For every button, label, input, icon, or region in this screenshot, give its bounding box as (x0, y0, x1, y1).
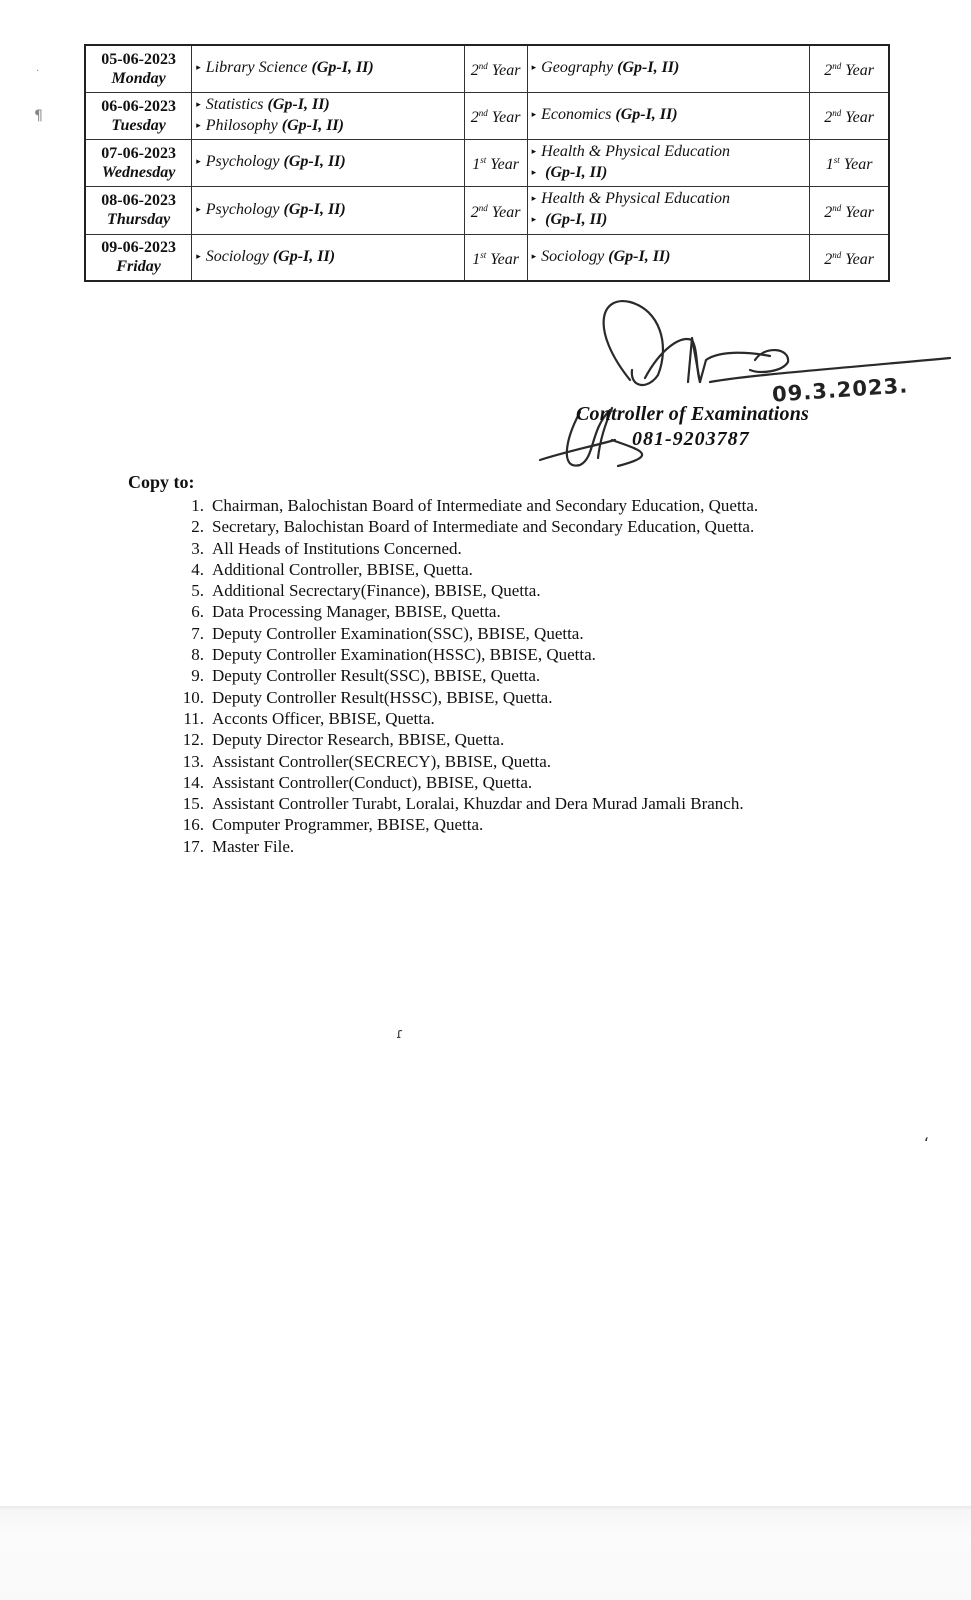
item-text: Computer Programmer, BBISE, Quetta. (212, 815, 484, 835)
year-word: Year (845, 250, 874, 268)
year-suffix: st (480, 155, 487, 165)
copy-to-item (168, 644, 948, 665)
second-sitting-year-cell (810, 92, 889, 139)
item-number: 4. (191, 559, 204, 579)
copy-to-item (168, 538, 948, 559)
item-number: 1. (191, 496, 204, 515)
item-text: Deputy Controller Result(HSSC), BBISE, Quetta. (212, 687, 553, 707)
item-text: Secretary, Balochistan Board of Intermediate and Secondary Education, Quetta. (212, 517, 755, 537)
scan-speck: · (36, 66, 40, 77)
year-number: 1 (472, 156, 481, 173)
copy-to-list (168, 495, 948, 857)
first-sitting-year-cell (464, 186, 527, 234)
year-suffix: nd (478, 202, 488, 213)
copy-to-item (168, 793, 948, 814)
exam-day: Thursday (107, 211, 171, 228)
copy-to-item (168, 516, 948, 537)
second-sitting-paper-cell (527, 92, 810, 139)
year-word: Year (491, 62, 521, 80)
item-text: Chairman, Balochistan Board of Intermediate and Secondary Education, Quetta. (212, 496, 759, 515)
first-sitting-paper-cell (192, 186, 464, 234)
first-sitting-year-cell (464, 139, 527, 186)
item-number: 13. (182, 751, 204, 771)
subject-name: Library Science (205, 59, 308, 77)
year-number: 1 (825, 156, 834, 173)
subject-group: (Gp-I, II) (608, 247, 671, 265)
schedule-row (85, 139, 889, 186)
copy-to-item (168, 559, 948, 580)
subject-group: (Gp-I, II) (281, 116, 344, 134)
schedule-row (85, 186, 889, 234)
first-sitting-paper-cell (192, 139, 464, 186)
subject-name: Geography (541, 59, 614, 77)
subject-name: Economics (541, 106, 612, 123)
item-number: 10. (182, 687, 204, 707)
subject-entry (196, 116, 459, 137)
year-word: Year (845, 203, 874, 221)
subject-entry (532, 247, 806, 268)
item-number: 16. (182, 815, 204, 835)
item-text: Deputy Controller Examination(HSSC), BBISE, Quetta. (212, 645, 596, 665)
copy-to-item (168, 751, 948, 772)
second-sitting-year-cell (810, 234, 889, 281)
exam-schedule-table (84, 44, 890, 282)
subject-group: (Gp-I, II) (615, 106, 678, 123)
subject-name: Psychology (205, 200, 280, 218)
signatory-phone: 081-9203787 (632, 428, 750, 450)
exam-date-cell (85, 92, 192, 139)
exam-date-cell (85, 139, 192, 186)
year-number: 2 (470, 62, 479, 80)
item-text: Deputy Controller Examination(SSC), BBISE, Quetta. (212, 623, 584, 643)
year-suffix: nd (832, 61, 842, 72)
first-sitting-paper-cell (192, 45, 464, 92)
subject-entry (532, 105, 806, 126)
subject-group: (Gp-I, II) (545, 211, 608, 228)
copy-to-item (168, 601, 948, 622)
exam-day: Friday (116, 258, 161, 276)
copy-to-item (168, 729, 948, 750)
subject-group: (Gp-I, II) (617, 59, 680, 77)
item-number: 9. (191, 666, 204, 686)
scan-speck: ʻ (924, 1134, 930, 1153)
copy-to-item (168, 623, 948, 644)
copy-to-item (168, 708, 948, 729)
item-text: All Heads of Institutions Concerned. (212, 538, 462, 558)
item-text: Deputy Controller Result(SSC), BBISE, Quetta. (212, 666, 541, 686)
first-sitting-paper-cell (192, 234, 464, 281)
year-suffix: nd (478, 108, 488, 118)
item-text: Assistant Controller Turabt, Loralai, Khuzdar and Dera Murad Jamali Branch. (212, 794, 744, 814)
year-number: 2 (824, 109, 833, 126)
exam-day: Wednesday (101, 163, 176, 181)
second-sitting-paper-cell (527, 186, 810, 234)
schedule-row (85, 45, 889, 92)
scan-speck: ɾ (396, 1026, 404, 1042)
year-word: Year (490, 250, 519, 268)
item-number: 5. (191, 581, 204, 601)
second-sitting-year-cell (810, 186, 889, 234)
item-number: 12. (182, 730, 204, 750)
copy-to-item (168, 836, 948, 857)
subject-entry (196, 247, 459, 268)
exam-date: 09-06-2023 (101, 239, 176, 257)
item-text: Data Processing Manager, BBISE, Quetta. (212, 602, 501, 622)
subject-entry (532, 210, 806, 231)
subject-name: Philosophy (205, 116, 278, 134)
year-number: 2 (824, 250, 833, 268)
second-sitting-paper-cell (527, 234, 810, 281)
first-sitting-paper-cell (192, 92, 464, 139)
subject-group: (Gp-I, II) (267, 95, 330, 113)
subject-entry (532, 189, 806, 210)
exam-date: 08-06-2023 (101, 192, 176, 209)
schedule-row (85, 234, 889, 281)
item-text: Master File. (212, 836, 295, 856)
subject-group: (Gp-I, II) (311, 59, 374, 77)
subject-name: Statistics (205, 95, 264, 113)
item-number: 14. (182, 772, 204, 792)
copy-to-item (168, 665, 948, 686)
year-number: 2 (824, 62, 833, 80)
exam-date: 07-06-2023 (101, 144, 176, 162)
scan-speck: ¶ (34, 108, 43, 124)
copy-to-item (168, 814, 948, 835)
copy-to-item (168, 772, 948, 793)
first-sitting-year-cell (464, 45, 527, 92)
exam-date-cell (85, 186, 192, 234)
subject-entry (196, 58, 459, 79)
year-word: Year (845, 62, 874, 80)
item-text: Additional Secrectary(Finance), BBISE, Quetta. (212, 581, 541, 601)
year-number: 2 (824, 203, 833, 221)
year-suffix: st (480, 249, 487, 260)
exam-date: 06-06-2023 (101, 97, 176, 115)
item-text: Assistant Controller(Conduct), BBISE, Quetta. (212, 772, 533, 792)
first-sitting-year-cell (464, 234, 527, 281)
subject-group: (Gp-I, II) (272, 247, 336, 265)
subject-entry (532, 163, 806, 184)
subject-name: Sociology (541, 247, 605, 265)
year-suffix: nd (832, 108, 842, 118)
subject-name: Psychology (205, 153, 280, 170)
item-number: 3. (191, 538, 204, 558)
copy-to-item (168, 495, 948, 516)
item-number: 6. (191, 602, 204, 622)
first-sitting-year-cell (464, 92, 527, 139)
second-sitting-paper-cell (527, 45, 810, 92)
year-suffix: st (833, 155, 840, 165)
year-word: Year (491, 203, 521, 221)
item-text: Acconts Officer, BBISE, Quetta. (212, 708, 435, 728)
exam-date-cell (85, 45, 192, 92)
exam-date: 05-06-2023 (101, 50, 176, 68)
exam-date-cell (85, 234, 192, 281)
subject-group: (Gp-I, II) (283, 200, 346, 218)
second-sitting-paper-cell (527, 139, 810, 186)
subject-entry (196, 200, 459, 221)
subject-entry (196, 95, 459, 116)
year-word: Year (845, 109, 874, 126)
subject-name: Health & Physical Education (541, 142, 731, 160)
subject-entry (532, 58, 806, 79)
subject-group: (Gp-I, II) (283, 153, 346, 170)
second-sitting-year-cell (810, 139, 889, 186)
item-number: 2. (191, 517, 204, 537)
year-suffix: nd (832, 202, 842, 213)
signatory-title: Controller of Examinations (576, 403, 810, 425)
year-number: 1 (472, 250, 481, 268)
second-sitting-year-cell (810, 45, 889, 92)
year-number: 2 (470, 203, 479, 221)
subject-name: Sociology (205, 247, 269, 265)
exam-day: Monday (111, 69, 166, 87)
subject-entry (196, 152, 459, 173)
copy-to-item (168, 687, 948, 708)
copy-to-item (168, 580, 948, 601)
item-number: 11. (183, 708, 204, 728)
year-word: Year (490, 156, 519, 173)
subject-group: (Gp-I, II) (545, 163, 608, 181)
subject-name: Health & Physical Education (541, 190, 731, 207)
year-suffix: nd (832, 249, 842, 260)
year-word: Year (491, 109, 521, 126)
handwritten-date: 09.3.2023. (771, 373, 909, 407)
copy-to-heading: Copy to: (128, 472, 195, 492)
item-text: Assistant Controller(SECRECY), BBISE, Quetta. (212, 751, 552, 771)
scan-bottom-edge (0, 1506, 971, 1600)
item-number: 8. (191, 645, 204, 665)
schedule-row (85, 92, 889, 139)
year-word: Year (843, 156, 873, 173)
item-number: 7. (191, 623, 204, 643)
subject-entry (532, 142, 806, 163)
year-number: 2 (470, 109, 479, 126)
exam-day: Tuesday (111, 116, 166, 134)
item-number: 15. (182, 794, 204, 814)
item-text: Deputy Director Research, BBISE, Quetta. (212, 730, 505, 750)
item-number: 17. (182, 836, 204, 856)
year-suffix: nd (478, 61, 488, 72)
item-text: Additional Controller, BBISE, Quetta. (212, 559, 473, 579)
